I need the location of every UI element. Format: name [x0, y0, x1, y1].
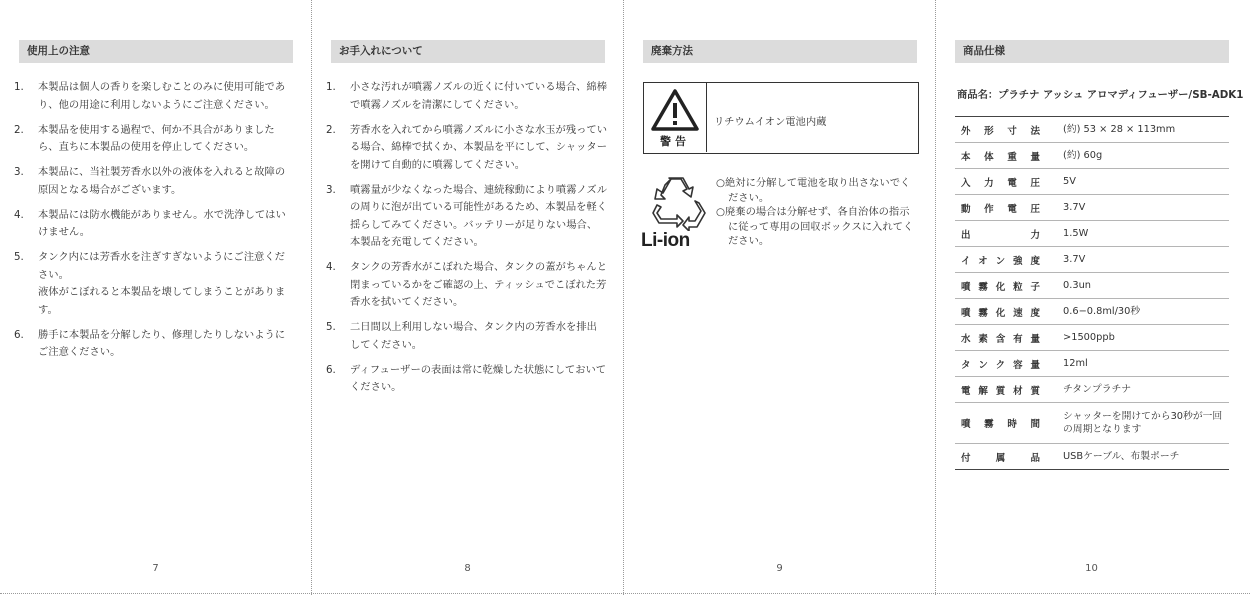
- page-number: 8: [464, 563, 471, 574]
- list-item: 2. 本製品を使用する過程で、何か不具合がありましたら、直ちに本製品の使用を停止してください。: [14, 123, 275, 153]
- list-item: 4. 本製品には防水機能がありません。水で洗浄してはいけません。: [14, 208, 286, 238]
- table-row: 入力電圧 5V: [955, 169, 1229, 195]
- table-row: 水素含有量 >1500ppb: [955, 325, 1229, 351]
- section-title: 商品仕様: [955, 40, 1229, 63]
- table-row: 噴霧化粒子 0.3un: [955, 273, 1229, 299]
- list-item: 3. 本製品に、当社製芳香水以外の液体を入れると故障の原因となる場合がございます。: [14, 166, 286, 196]
- list-item: 1. 本製品は個人の香りを楽しむことのみに使用可能であり、他の用途に利用しないようにご注意ください。: [14, 81, 286, 111]
- table-row: 電解質材質 チタンプラチナ: [955, 377, 1229, 403]
- list-item: 2. 芳香水を入れてから噴霧ノズルに小さな水玉が残っている場合、綿棒で拭くか、本製品を平にして、シャッターを開けて自動的に噴霧してください。: [326, 123, 608, 171]
- care-list: [326, 79, 607, 404]
- warning-label: 警告: [660, 135, 690, 148]
- table-row: タンク容量 12ml: [955, 351, 1229, 377]
- note-item: ○絶対に分解して電池を取り出さないでください。: [716, 177, 911, 204]
- page-8: [312, 0, 623, 593]
- disposal-notes: [716, 176, 916, 249]
- section-title: お手入れについて: [331, 40, 605, 63]
- table-row: イオン強度 3.7V: [955, 247, 1229, 273]
- warning-icon-cell: [644, 83, 707, 152]
- battery-type-label: Li-ion: [641, 230, 690, 251]
- table-row: 噴霧時間 シャッターを開けてから30秒が一回の周期となります: [955, 403, 1229, 444]
- recycle-icon: [649, 175, 709, 231]
- page-number: 9: [776, 563, 783, 574]
- note-item: ○廃棄の場合は分解せず、各自治体の指示に従って専用の回収ボックスに入れてください。: [716, 206, 914, 247]
- list-item: 3. 噴霧量が少なくなった場合、連続稼動により噴霧ノズルの周りに泡が出ている可能性があるため、本製品を軽く揺らしてみてください。バッテリーが足りない場合、本製品を充電してください。: [326, 183, 608, 248]
- bottom-border: [0, 593, 1250, 594]
- table-row: 本体重量 (約) 60g: [955, 143, 1229, 169]
- list-item: 1. 小さな汚れが噴霧ノズルの近くに付いている場合、綿棒で噴霧ノズルを清潔にしてください。: [326, 81, 608, 111]
- warning-text: リチウムイオン電池内蔵: [714, 116, 827, 128]
- spec-table: [955, 116, 1229, 470]
- list-item: 4. タンクの芳香水がこぼれた場合、タンクの蓋がちゃんと閉まっているかをご確認の上、ティッシュでこぼれた芳香水を拭いてください。: [326, 261, 608, 308]
- table-row: 外形寸法 (約) 53 × 28 × 113mm: [955, 117, 1229, 143]
- page-number: 7: [152, 563, 159, 574]
- precautions-list: [14, 79, 295, 369]
- section-title: 使用上の注意: [19, 40, 293, 63]
- page-7: [0, 0, 311, 593]
- warning-box: [643, 82, 919, 154]
- table-row: 動作電圧 3.7V: [955, 195, 1229, 221]
- section-title: 廃棄方法: [643, 40, 917, 63]
- list-item: 5. タンク内には芳香水を注ぎすぎないようにご注意ください。 液体がこぼれると本製品を壊してしまうことがあります。: [14, 251, 286, 316]
- list-item: 6. ディフューザーの表面は常に乾燥した状態にしておいてください。: [326, 363, 607, 393]
- warning-triangle-icon: [644, 87, 706, 137]
- page-number: 10: [1085, 563, 1098, 574]
- table-row: 付属品 USBケーブル、布製ポーチ: [955, 444, 1229, 470]
- list-item: 6. 勝手に本製品を分解したり、修理したりしないようにご注意ください。: [14, 328, 286, 358]
- product-name: 商品名：プラチナ アッシュ アロマディフューザー/SB-ADK1: [957, 89, 1244, 101]
- list-item: 5. 二日間以上利用しない場合、タンク内の芳香水を排出してください。: [326, 321, 597, 351]
- table-row: 出力 1.5W: [955, 221, 1229, 247]
- table-row: 噴霧化速度 0.6−0.8ml/30秒: [955, 299, 1229, 325]
- recycle-block: [643, 175, 703, 255]
